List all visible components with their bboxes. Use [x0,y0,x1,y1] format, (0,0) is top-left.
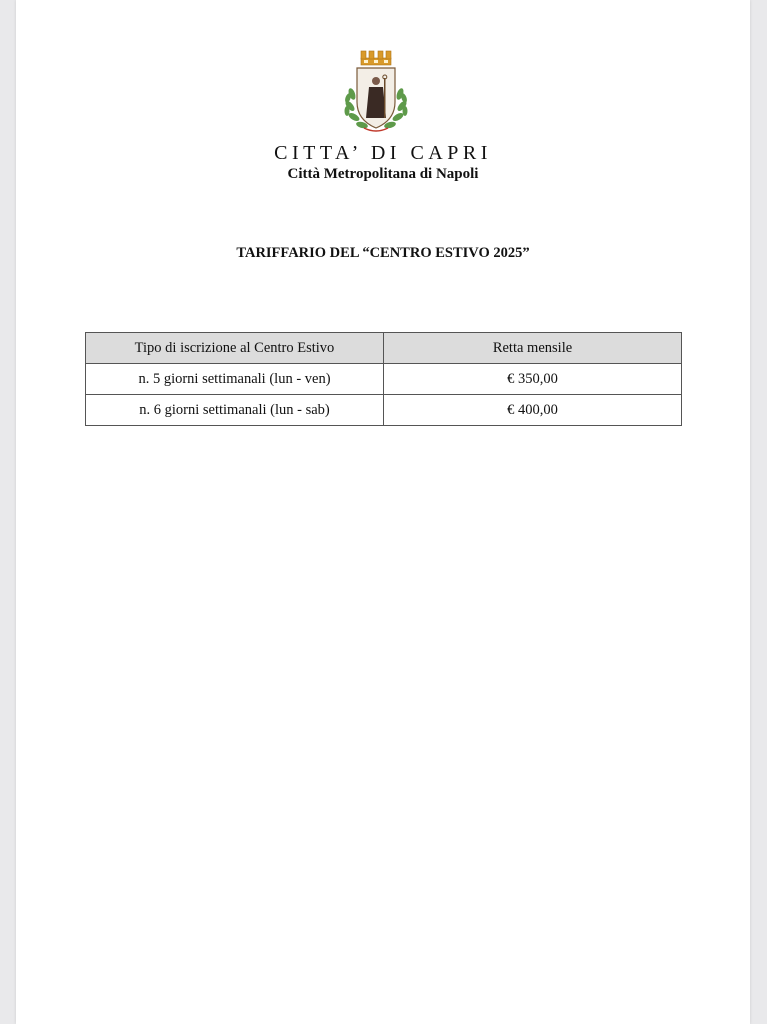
table-row [86,395,682,426]
document-title: TARIFFARIO DEL “CENTRO ESTIVO 2025” [236,245,530,261]
document-page [16,0,750,1024]
monthly-fee-cell: € 400,00 [384,395,682,426]
column-header-monthly-fee: Retta mensile [384,333,682,364]
enrollment-type-cell: n. 6 giorni settimanali (lun - sab) [86,395,384,426]
fee-table [85,332,682,426]
city-name: CITTA’ DI CAPRI [274,142,492,164]
enrollment-type-cell: n. 5 giorni settimanali (lun - ven) [86,364,384,395]
table-header-row [86,333,682,364]
monthly-fee-cell: € 350,00 [384,364,682,395]
column-header-enrollment-type: Tipo di iscrizione al Centro Estivo [86,333,384,364]
city-subtitle: Città Metropolitana di Napoli [287,166,479,182]
table-row [86,364,682,395]
coat-of-arms-icon [340,48,412,138]
